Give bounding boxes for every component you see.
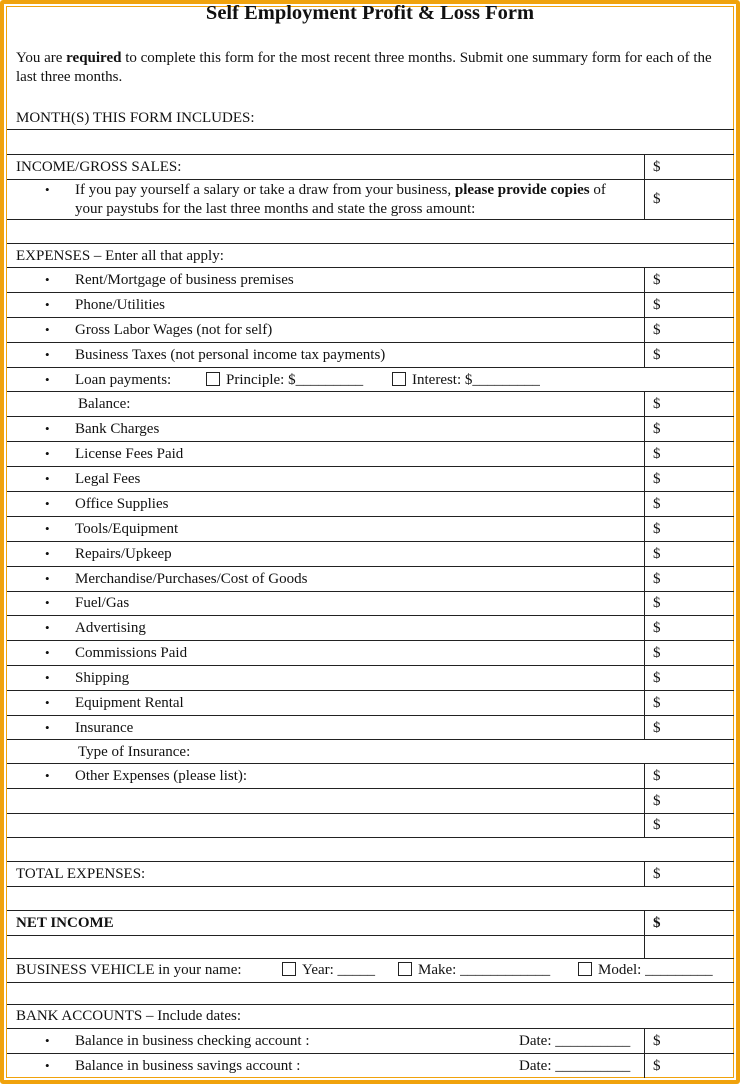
principle-field[interactable]: Principle: $_________ [206,371,363,389]
income-amount-field[interactable]: $ [653,159,661,175]
column-rule [644,763,645,837]
bullet: • [45,1058,50,1073]
row-rule [7,763,734,764]
savings-amount-field[interactable]: $ [653,1058,661,1074]
vehicle-model-field[interactable]: Model: _________ [578,961,713,979]
net-income-label: NET INCOME [16,915,114,931]
bullet: • [45,471,50,486]
expenses-header: EXPENSES – Enter all that apply: [16,248,224,264]
principle-checkbox[interactable] [206,372,220,386]
bullet: • [45,496,50,511]
license-label: License Fees Paid [75,446,184,462]
form-title: Self Employment Profit & Loss Form [205,2,535,24]
row-rule [7,886,734,887]
other-amount-field-2[interactable]: $ [653,793,661,809]
insurance-type-label: Type of Insurance: [78,744,191,760]
bullet: • [45,372,50,387]
row-rule [7,416,734,417]
row-rule [7,1053,734,1054]
row-rule [7,910,734,911]
row-rule [7,317,734,318]
row-rule [7,367,734,368]
row-rule [7,935,734,936]
taxes-amount-field[interactable]: $ [653,347,661,363]
loan-label: Loan payments: [75,372,172,388]
repairs-label: Repairs/Upkeep [75,546,172,562]
row-rule [7,690,734,691]
balance-label: Balance: [78,396,131,412]
labor-amount-field[interactable]: $ [653,322,661,338]
commissions-amount-field[interactable]: $ [653,645,661,661]
bank-charges-label: Bank Charges [75,421,160,437]
row-rule [7,267,734,268]
row-rule [7,292,734,293]
savings-label: Balance in business savings account : [75,1058,301,1074]
months-label: MONTH(S) THIS FORM INCLUDES: [16,110,255,126]
checking-date-field[interactable]: Date: __________ [519,1033,631,1049]
income-header: INCOME/GROSS SALES: [16,159,182,175]
row-rule [7,219,734,220]
bullet: • [45,695,50,710]
column-rule [644,267,645,367]
total-expenses-field[interactable]: $ [653,866,661,882]
phone-amount-field[interactable]: $ [653,297,661,313]
row-rule [7,466,734,467]
phone-label: Phone/Utilities [75,297,165,313]
fuel-amount-field[interactable]: $ [653,595,661,611]
row-rule [7,491,734,492]
row-rule [7,591,734,592]
row-rule [7,982,734,983]
column-rule [644,861,645,886]
net-income-field[interactable]: $ [653,915,661,931]
intro-text: You are required to complete this form for the most recent three months. Submit one summary form for each of the last three months. [16,50,712,85]
legal-amount-field[interactable]: $ [653,471,661,487]
bullet: • [45,768,50,783]
vehicle-label: BUSINESS VEHICLE in your name: [16,962,242,978]
bullet: • [45,645,50,660]
make-checkbox[interactable] [398,962,412,976]
row-rule [7,715,734,716]
checking-amount-field[interactable]: $ [653,1033,661,1049]
rental-amount-field[interactable]: $ [653,695,661,711]
interest-checkbox[interactable] [392,372,406,386]
row-rule [7,441,734,442]
row-rule [7,665,734,666]
rent-amount-field[interactable]: $ [653,272,661,288]
row-rule [7,788,734,789]
row-rule [7,739,734,740]
row-rule [7,391,734,392]
bullet: • [45,546,50,561]
license-amount-field[interactable]: $ [653,446,661,462]
bullet: • [45,720,50,735]
office-amount-field[interactable]: $ [653,496,661,512]
total-expenses-label: TOTAL EXPENSES: [16,866,146,882]
bank-accounts-header: BANK ACCOUNTS – Include dates: [16,1008,241,1024]
bullet: • [45,620,50,635]
commissions-label: Commissions Paid [75,645,188,661]
row-rule [7,1028,734,1029]
bullet: • [45,670,50,685]
vehicle-make-field[interactable]: Make: ____________ [398,961,550,979]
other-amount-field-1[interactable]: $ [653,768,661,784]
column-rule [644,391,645,739]
vehicle-year-field[interactable]: Year: _____ [282,961,375,979]
bullet: • [45,272,50,287]
insurance-label: Insurance [75,720,134,736]
row-rule [7,615,734,616]
advertising-amount-field[interactable]: $ [653,620,661,636]
column-rule [644,1028,645,1078]
checking-label: Balance in business checking account : [75,1033,310,1049]
row-rule [7,342,734,343]
fuel-label: Fuel/Gas [75,595,130,611]
row-rule [7,958,734,959]
row-rule [7,861,734,862]
savings-date-field[interactable]: Date: __________ [519,1058,631,1074]
labor-label: Gross Labor Wages (not for self) [75,322,273,338]
rent-label: Rent/Mortgage of business premises [75,272,294,288]
shipping-label: Shipping [75,670,130,686]
row-rule [7,243,734,244]
insurance-amount-field[interactable]: $ [653,720,661,736]
bullet: • [45,571,50,586]
row-rule [7,516,734,517]
rental-label: Equipment Rental [75,695,184,711]
interest-field[interactable]: Interest: $_________ [392,371,540,389]
bullet: • [45,182,50,197]
bullet: • [45,595,50,610]
office-label: Office Supplies [75,496,169,512]
bank-charges-amount-field[interactable]: $ [653,421,661,437]
other-expenses-label: Other Expenses (please list): [75,768,248,784]
repairs-amount-field[interactable]: $ [653,546,661,562]
model-checkbox[interactable] [578,962,592,976]
merch-label: Merchandise/Purchases/Cost of Goods [75,571,308,587]
taxes-label: Business Taxes (not personal income tax payments) [75,347,386,363]
column-rule [644,910,645,958]
tools-label: Tools/Equipment [75,521,179,537]
balance-amount-field[interactable]: $ [653,396,661,412]
bullet: • [45,1033,50,1048]
row-rule [7,813,734,814]
bullet: • [45,297,50,312]
row-rule [7,837,734,838]
row-rule [7,129,734,130]
bullet: • [45,347,50,362]
year-checkbox[interactable] [282,962,296,976]
row-rule [7,1004,734,1005]
row-rule [7,541,734,542]
shipping-amount-field[interactable]: $ [653,670,661,686]
advertising-label: Advertising [75,620,146,636]
bullet: • [45,521,50,536]
bullet: • [45,322,50,337]
column-rule [644,154,645,219]
tools-amount-field[interactable]: $ [653,521,661,537]
row-rule [7,154,734,155]
merch-amount-field[interactable]: $ [653,571,661,587]
salary-amount-field[interactable]: $ [653,191,661,207]
row-rule [7,179,734,180]
other-amount-field-3[interactable]: $ [653,817,661,833]
legal-label: Legal Fees [75,471,141,487]
bullet: • [45,446,50,461]
salary-instructions: If you pay yourself a salary or take a draw from your business, please provide copies of your paystubs for the last three months and state the gross amount: [75,182,606,217]
bullet: • [45,421,50,436]
row-rule [7,566,734,567]
row-rule [7,640,734,641]
